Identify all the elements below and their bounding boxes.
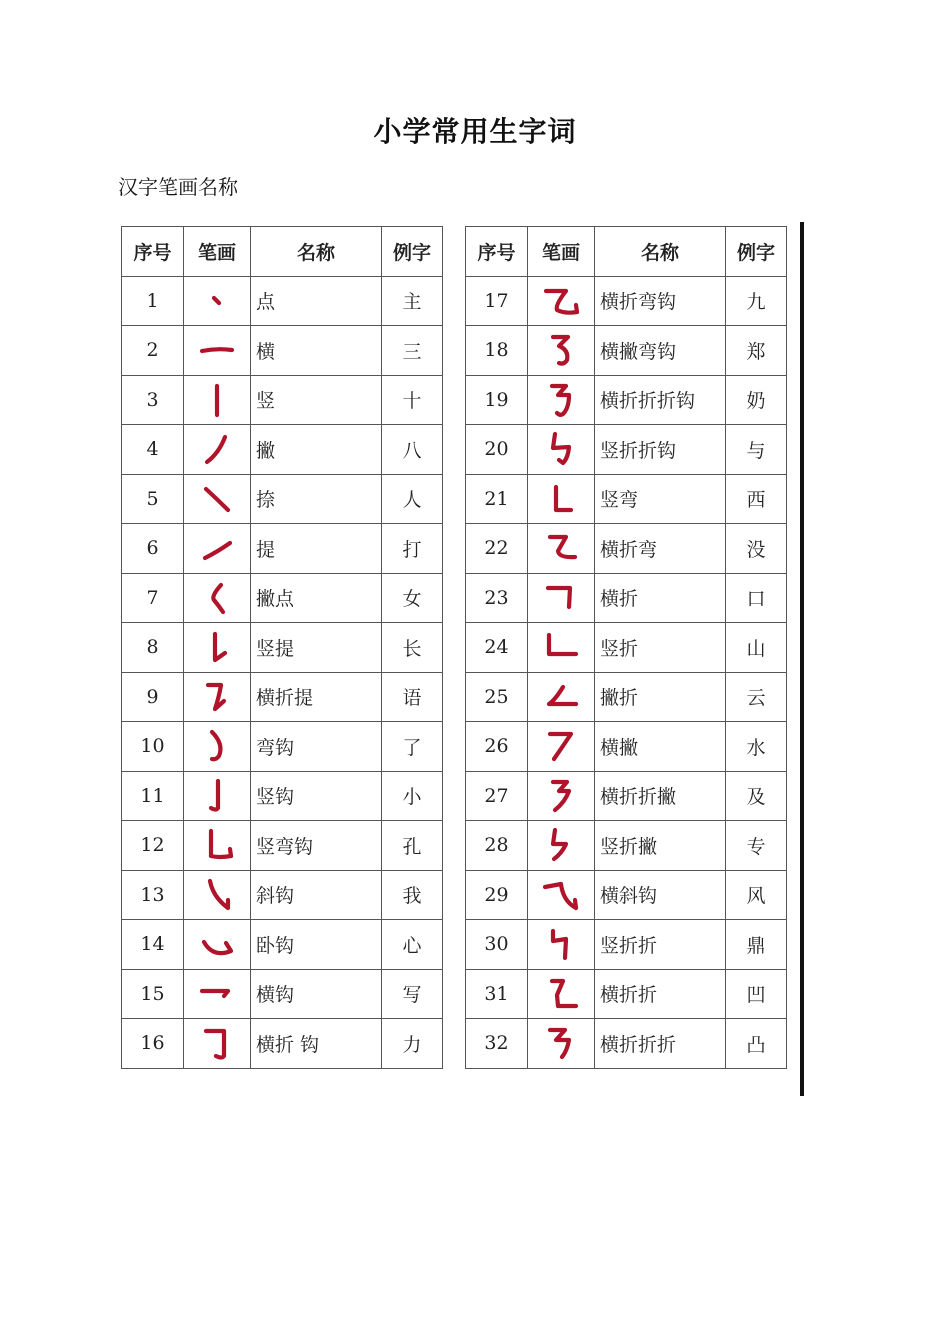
stroke-name: 竖折撇	[595, 821, 726, 871]
example-character: 八	[382, 425, 443, 475]
stroke-path	[211, 781, 218, 810]
stroke-name: 横钩	[251, 969, 382, 1019]
example-character: 了	[382, 722, 443, 772]
row-number: 23	[466, 573, 528, 623]
table-row	[466, 821, 787, 871]
stroke-cell	[184, 771, 251, 821]
stroke-table-right	[465, 226, 787, 1069]
left-falling-stroke-icon	[197, 431, 237, 467]
vertical-bend-stroke-icon	[541, 481, 581, 517]
example-character: 鼎	[726, 920, 787, 970]
stroke-name: 斜钩	[251, 870, 382, 920]
table-row	[122, 276, 443, 326]
stroke-path	[553, 830, 566, 859]
table-row	[466, 623, 787, 673]
stroke-cell	[184, 326, 251, 376]
example-character: 人	[382, 474, 443, 524]
stroke-path	[553, 782, 569, 810]
stroke-cell	[528, 276, 595, 326]
stroke-path	[545, 884, 576, 908]
stroke-cell	[528, 821, 595, 871]
dot-stroke-icon	[197, 283, 237, 319]
table-row	[466, 474, 787, 524]
stroke-path	[549, 687, 576, 704]
left-falling-turn-stroke-icon	[541, 679, 581, 715]
stroke-cell	[528, 375, 595, 425]
horizontal-turn-turn-stroke-icon	[541, 976, 581, 1012]
stroke-cell	[184, 920, 251, 970]
stroke-cell	[528, 771, 595, 821]
stroke-path	[210, 881, 228, 908]
row-number: 26	[466, 722, 528, 772]
table-row	[466, 672, 787, 722]
row-number: 7	[122, 573, 184, 623]
table-row	[466, 425, 787, 475]
stroke-cell	[528, 1019, 595, 1069]
stroke-name: 竖提	[251, 623, 382, 673]
example-character: 打	[382, 524, 443, 574]
stroke-name: 弯钩	[251, 722, 382, 772]
stroke-path	[548, 588, 570, 607]
example-character: 小	[382, 771, 443, 821]
table-row	[122, 326, 443, 376]
stroke-name: 竖折折钩	[595, 425, 726, 475]
row-number: 5	[122, 474, 184, 524]
horizontal-hook-stroke-icon	[197, 976, 237, 1012]
header-num: 序号	[466, 227, 528, 277]
example-character: 云	[726, 672, 787, 722]
table-row	[466, 573, 787, 623]
stroke-cell	[184, 623, 251, 673]
row-number: 19	[466, 375, 528, 425]
header-example: 例字	[382, 227, 443, 277]
stroke-path	[206, 489, 228, 510]
stroke-cell	[184, 573, 251, 623]
row-number: 8	[122, 623, 184, 673]
stroke-cell	[184, 276, 251, 326]
table-row	[466, 1019, 787, 1069]
example-character: 写	[382, 969, 443, 1019]
horizontal-turn-rising-stroke-icon	[197, 679, 237, 715]
stroke-cell	[184, 1019, 251, 1069]
horizontal-turn-bend-hook-stroke-icon	[541, 283, 581, 319]
stroke-cell	[184, 969, 251, 1019]
vertical-bend-hook-stroke-icon	[197, 827, 237, 863]
stroke-path	[550, 734, 571, 759]
stroke-path	[550, 1030, 569, 1057]
table-body-right	[466, 276, 787, 1068]
stroke-path	[553, 434, 569, 463]
row-number: 4	[122, 425, 184, 475]
stroke-path	[212, 732, 220, 759]
row-number: 15	[122, 969, 184, 1019]
header-stroke: 笔画	[528, 227, 595, 277]
example-character: 没	[726, 524, 787, 574]
example-character: 及	[726, 771, 787, 821]
stroke-cell	[184, 870, 251, 920]
stroke-name: 提	[251, 524, 382, 574]
stroke-cell	[184, 672, 251, 722]
curved-hook-stroke-icon	[197, 728, 237, 764]
stroke-name: 横折折撇	[595, 771, 726, 821]
stroke-cell	[528, 326, 595, 376]
vertical-turn-stroke-icon	[541, 629, 581, 665]
stroke-cell	[184, 524, 251, 574]
stroke-cell	[184, 375, 251, 425]
row-number: 22	[466, 524, 528, 574]
stroke-name: 撇点	[251, 573, 382, 623]
example-character: 主	[382, 276, 443, 326]
stroke-name: 横折折折	[595, 1019, 726, 1069]
stroke-cell	[184, 425, 251, 475]
table-row	[122, 771, 443, 821]
stroke-cell	[528, 573, 595, 623]
table-row	[122, 870, 443, 920]
example-character: 长	[382, 623, 443, 673]
stroke-path	[553, 931, 566, 958]
stroke-path	[553, 337, 568, 364]
example-character: 孔	[382, 821, 443, 871]
horizontal-turn-hook-stroke-icon	[197, 1025, 237, 1061]
stroke-path	[208, 685, 224, 709]
row-number: 28	[466, 821, 528, 871]
row-number: 3	[122, 375, 184, 425]
stroke-name: 横斜钩	[595, 870, 726, 920]
row-number: 11	[122, 771, 184, 821]
table-row	[122, 821, 443, 871]
stroke-name: 横折弯	[595, 524, 726, 574]
stroke-path	[552, 981, 576, 1006]
row-number: 16	[122, 1019, 184, 1069]
stroke-cell	[184, 722, 251, 772]
table-row	[122, 1019, 443, 1069]
example-character: 专	[726, 821, 787, 871]
row-number: 2	[122, 326, 184, 376]
vertical-turn-left-falling-stroke-icon	[541, 827, 581, 863]
table-row	[466, 722, 787, 772]
table-row	[122, 722, 443, 772]
header-example: 例字	[726, 227, 787, 277]
horizontal-turn-turn-left-falling-stroke-icon	[541, 778, 581, 814]
table-row	[466, 920, 787, 970]
example-character: 奶	[726, 375, 787, 425]
stroke-cell	[528, 722, 595, 772]
example-character: 口	[726, 573, 787, 623]
row-number: 31	[466, 969, 528, 1019]
stroke-path	[211, 831, 231, 857]
stroke-path	[213, 585, 223, 612]
stroke-name: 横折折折钩	[595, 375, 726, 425]
example-character: 语	[382, 672, 443, 722]
right-falling-stroke-icon	[197, 481, 237, 517]
row-number: 1	[122, 276, 184, 326]
table-row	[122, 623, 443, 673]
table-row	[466, 326, 787, 376]
stroke-name: 横撇	[595, 722, 726, 772]
vertical-hook-stroke-icon	[197, 778, 237, 814]
example-character: 与	[726, 425, 787, 475]
stroke-name: 横撇弯钩	[595, 326, 726, 376]
row-number: 18	[466, 326, 528, 376]
stroke-path	[556, 487, 571, 510]
stroke-cell	[528, 870, 595, 920]
stroke-name: 竖弯	[595, 474, 726, 524]
row-number: 21	[466, 474, 528, 524]
table-body-left	[122, 276, 443, 1068]
stroke-name: 竖折	[595, 623, 726, 673]
stroke-name: 竖	[251, 375, 382, 425]
row-number: 24	[466, 623, 528, 673]
stroke-cell	[528, 623, 595, 673]
stroke-name: 撇	[251, 425, 382, 475]
stroke-path	[207, 437, 225, 462]
vertical-rising-stroke-icon	[197, 629, 237, 665]
header-name: 名称	[595, 227, 726, 277]
row-number: 13	[122, 870, 184, 920]
stroke-tables	[121, 226, 786, 1086]
stroke-cell	[528, 969, 595, 1019]
stroke-name: 竖折折	[595, 920, 726, 970]
row-number: 14	[122, 920, 184, 970]
row-number: 30	[466, 920, 528, 970]
horizontal-left-falling-stroke-icon	[541, 728, 581, 764]
row-number: 29	[466, 870, 528, 920]
stroke-name: 横折	[595, 573, 726, 623]
table-row	[466, 771, 787, 821]
stroke-cell	[184, 474, 251, 524]
header-stroke: 笔画	[184, 227, 251, 277]
stroke-name: 竖钩	[251, 771, 382, 821]
stroke-path	[202, 349, 232, 351]
stroke-name: 横	[251, 326, 382, 376]
stroke-name: 撇折	[595, 672, 726, 722]
section-subtitle: 汉字笔画名称	[118, 175, 238, 199]
stroke-name: 横折提	[251, 672, 382, 722]
example-character: 我	[382, 870, 443, 920]
stroke-cell	[528, 672, 595, 722]
table-row	[466, 870, 787, 920]
example-character: 郑	[726, 326, 787, 376]
table-row	[122, 474, 443, 524]
stroke-path	[552, 386, 569, 415]
table-row	[466, 524, 787, 574]
stroke-name: 捺	[251, 474, 382, 524]
stroke-path	[546, 291, 577, 313]
stroke-path	[550, 537, 575, 557]
left-falling-dot-stroke-icon	[197, 580, 237, 616]
example-character: 力	[382, 1019, 443, 1069]
stroke-path	[215, 634, 225, 660]
table-row	[466, 276, 787, 326]
table-row	[466, 969, 787, 1019]
row-number: 32	[466, 1019, 528, 1069]
stroke-name: 点	[251, 276, 382, 326]
example-character: 水	[726, 722, 787, 772]
stroke-cell	[528, 524, 595, 574]
horizontal-turn-bend-stroke-icon	[541, 530, 581, 566]
header-name: 名称	[251, 227, 382, 277]
horizontal-turn-turn-turn-hook-stroke-icon	[541, 382, 581, 418]
example-character: 凸	[726, 1019, 787, 1069]
example-character: 山	[726, 623, 787, 673]
example-character: 女	[382, 573, 443, 623]
lying-hook-stroke-icon	[197, 926, 237, 962]
stroke-path	[205, 543, 230, 558]
example-character: 风	[726, 870, 787, 920]
horizontal-stroke-icon	[197, 332, 237, 368]
horizontal-slant-hook-stroke-icon	[541, 877, 581, 913]
stroke-name: 横折折	[595, 969, 726, 1019]
horizontal-left-bend-hook-stroke-icon	[541, 332, 581, 368]
vertical-stroke-icon	[197, 382, 237, 418]
stroke-cell	[528, 920, 595, 970]
example-character: 十	[382, 375, 443, 425]
stroke-path	[202, 991, 228, 996]
slant-hook-stroke-icon	[197, 877, 237, 913]
row-number: 20	[466, 425, 528, 475]
stroke-path	[204, 942, 231, 953]
horizontal-turn-turn-turn-stroke-icon	[541, 1025, 581, 1061]
stroke-path	[206, 1031, 224, 1058]
row-number: 17	[466, 276, 528, 326]
table-header-row	[122, 227, 443, 277]
example-character: 三	[382, 326, 443, 376]
stroke-name: 竖弯钩	[251, 821, 382, 871]
stroke-cell	[528, 474, 595, 524]
stroke-path	[549, 635, 576, 654]
stroke-name: 卧钩	[251, 920, 382, 970]
table-row	[122, 375, 443, 425]
page-edge-bar	[800, 222, 804, 1096]
table-row	[466, 375, 787, 425]
row-number: 12	[122, 821, 184, 871]
row-number: 10	[122, 722, 184, 772]
row-number: 25	[466, 672, 528, 722]
page-title: 小学常用生字词	[373, 115, 577, 148]
example-character: 凹	[726, 969, 787, 1019]
table-row	[122, 969, 443, 1019]
table-row	[122, 425, 443, 475]
table-row	[122, 524, 443, 574]
example-character: 心	[382, 920, 443, 970]
stroke-name: 横折 钩	[251, 1019, 382, 1069]
horizontal-turn-stroke-icon	[541, 580, 581, 616]
header-num: 序号	[122, 227, 184, 277]
table-row	[122, 920, 443, 970]
stroke-name: 横折弯钩	[595, 276, 726, 326]
rising-stroke-icon	[197, 530, 237, 566]
table-header-row	[466, 227, 787, 277]
stroke-cell	[184, 821, 251, 871]
stroke-cell	[528, 425, 595, 475]
row-number: 6	[122, 524, 184, 574]
table-row	[122, 573, 443, 623]
stroke-path	[214, 298, 219, 303]
vertical-turn-turn-hook-stroke-icon	[541, 431, 581, 467]
example-character: 九	[726, 276, 787, 326]
vertical-turn-turn-stroke-icon	[541, 926, 581, 962]
row-number: 27	[466, 771, 528, 821]
example-character: 西	[726, 474, 787, 524]
stroke-table-left	[121, 226, 443, 1069]
row-number: 9	[122, 672, 184, 722]
table-row	[122, 672, 443, 722]
